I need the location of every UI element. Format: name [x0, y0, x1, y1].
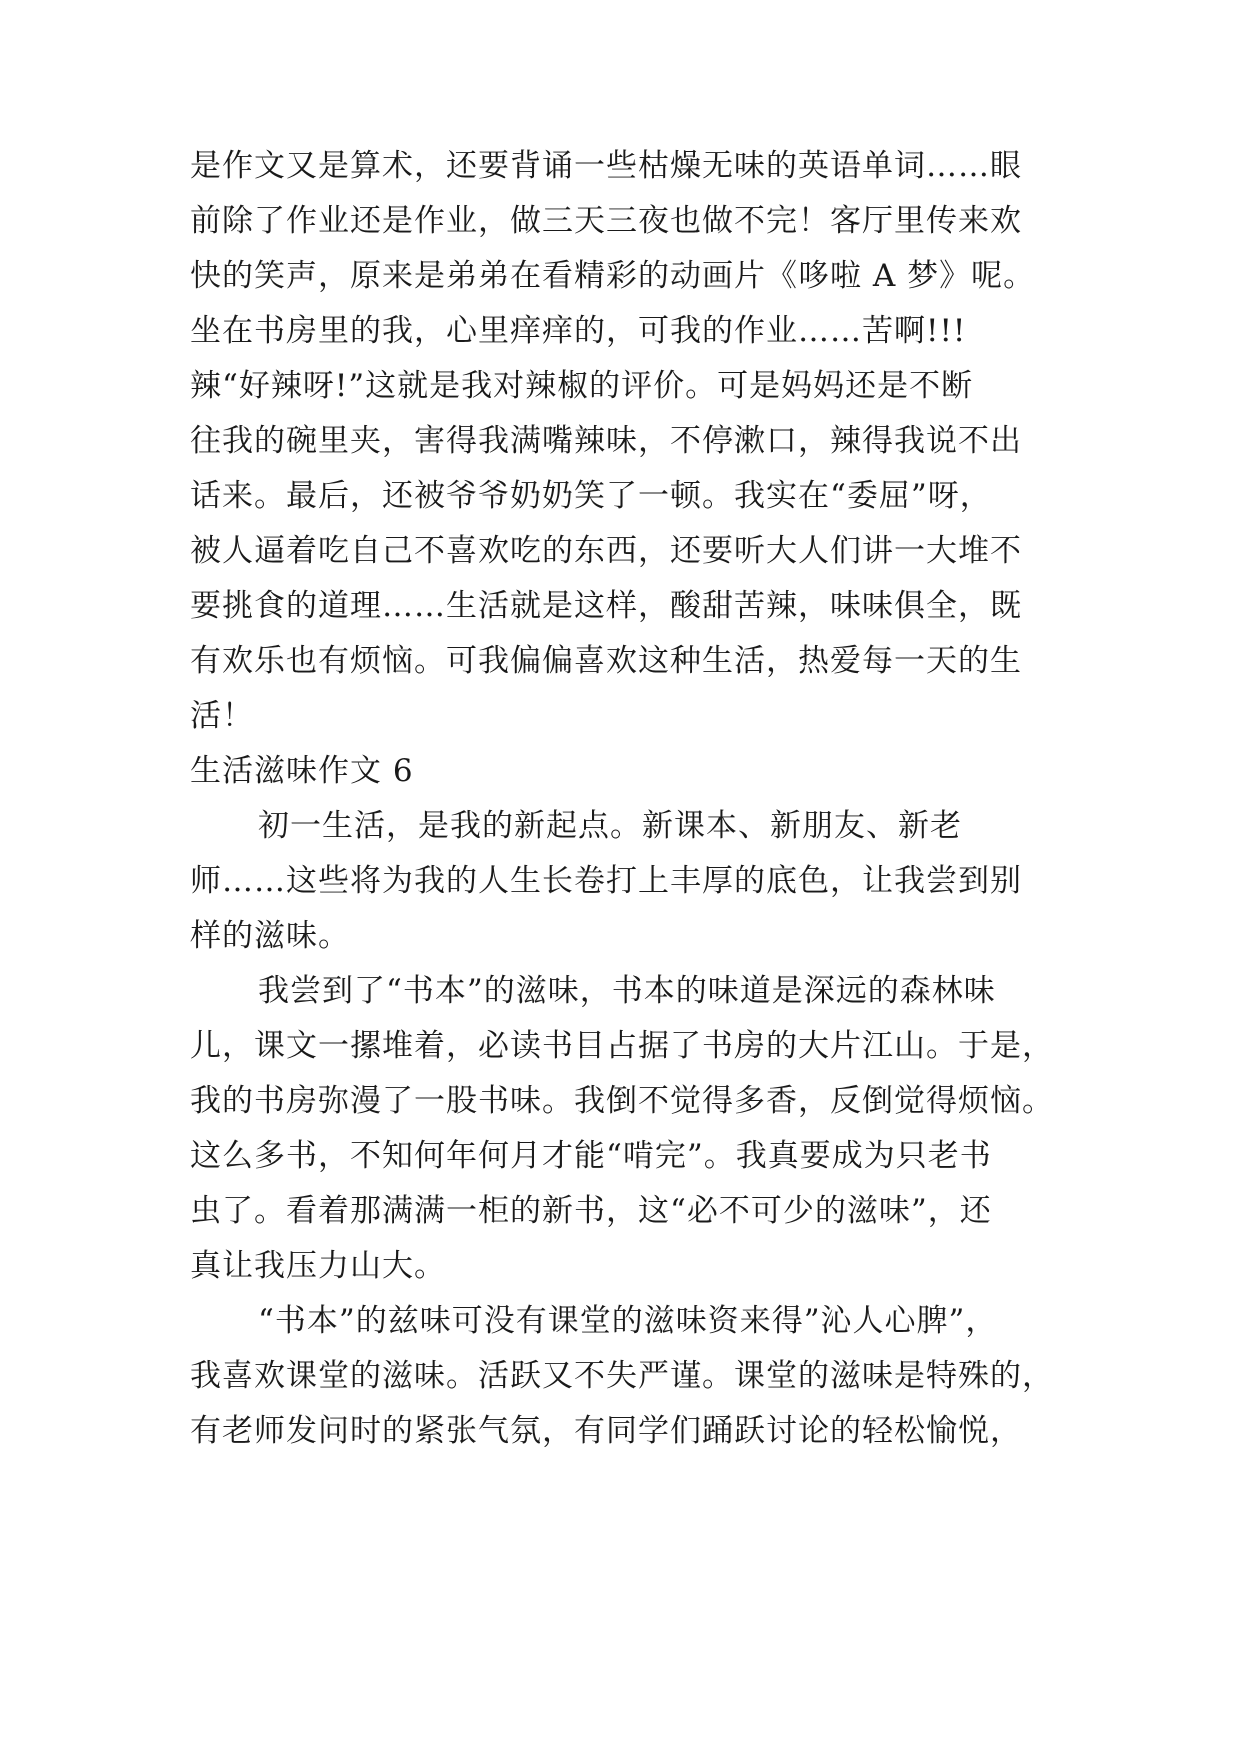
text-line: 有老师发问时的紧张气氛，有同学们踊跃讨论的轻松愉悦， [190, 1413, 1022, 1449]
text-line: 前除了作业还是作业，做三天三夜也做不完！客厅里传来欢 [190, 203, 1022, 239]
text-line: 往我的碗里夹，害得我满嘴辣味，不停漱口，辣得我说不出 [190, 423, 1022, 459]
text-line: 我的书房弥漫了一股书味。我倒不觉得多香，反倒觉得烦恼。 [190, 1083, 1054, 1119]
text-line: 坐在书房里的我，心里痒痒的，可我的作业……苦啊!!! [190, 313, 967, 349]
text-line: 是作文又是算术，还要背诵一些枯燥无味的英语单词……眼 [190, 148, 1022, 184]
text-line: 被人逼着吃自己不喜欢吃的东西，还要听大人们讲一大堆不 [190, 533, 1022, 569]
text-line: “书本”的兹味可没有课堂的滋味资来得”沁人心脾”， [258, 1303, 998, 1339]
text-line: 样的滋味。 [190, 918, 350, 954]
text-line: 有欢乐也有烦恼。可我偏偏喜欢这种生活，热爱每一天的生 [190, 643, 1022, 679]
text-line: 这么多书，不知何年何月才能“啃完”。我真要成为只老书 [190, 1138, 992, 1174]
text-line: 初一生活，是我的新起点。新课本、新朋友、新老 [258, 808, 962, 844]
text-line: 师……这些将为我的人生长卷打上丰厚的底色，让我尝到别 [190, 863, 1022, 899]
text-line: 真让我压力山大。 [190, 1248, 446, 1284]
text-line: 虫了。看着那满满一柜的新书，这“必不可少的滋味”，还 [190, 1193, 992, 1229]
text-line: 话来。最后，还被爷爷奶奶笑了一顿。我实在“委屈”呀， [190, 478, 992, 514]
section-heading: 生活滋味作文 6 [190, 753, 414, 789]
text-line: 儿，课文一摞堆着，必读书目占据了书房的大片江山。于是， [190, 1028, 1054, 1064]
text-line: 我喜欢课堂的滋味。活跃又不失严谨。课堂的滋味是特殊的， [190, 1358, 1054, 1394]
text-line: 辣“好辣呀!”这就是我对辣椒的评价。可是妈妈还是不断 [190, 368, 974, 404]
text-line: 我尝到了“书本”的滋味，书本的味道是深远的森林味 [258, 973, 996, 1009]
text-line: 快的笑声，原来是弟弟在看精彩的动画片《哆啦 A 梦》呢。 [190, 258, 1036, 294]
text-line: 要挑食的道理……生活就是这样，酸甜苦辣，味味俱全，既 [190, 588, 1022, 624]
text-line: 活！ [190, 698, 254, 734]
